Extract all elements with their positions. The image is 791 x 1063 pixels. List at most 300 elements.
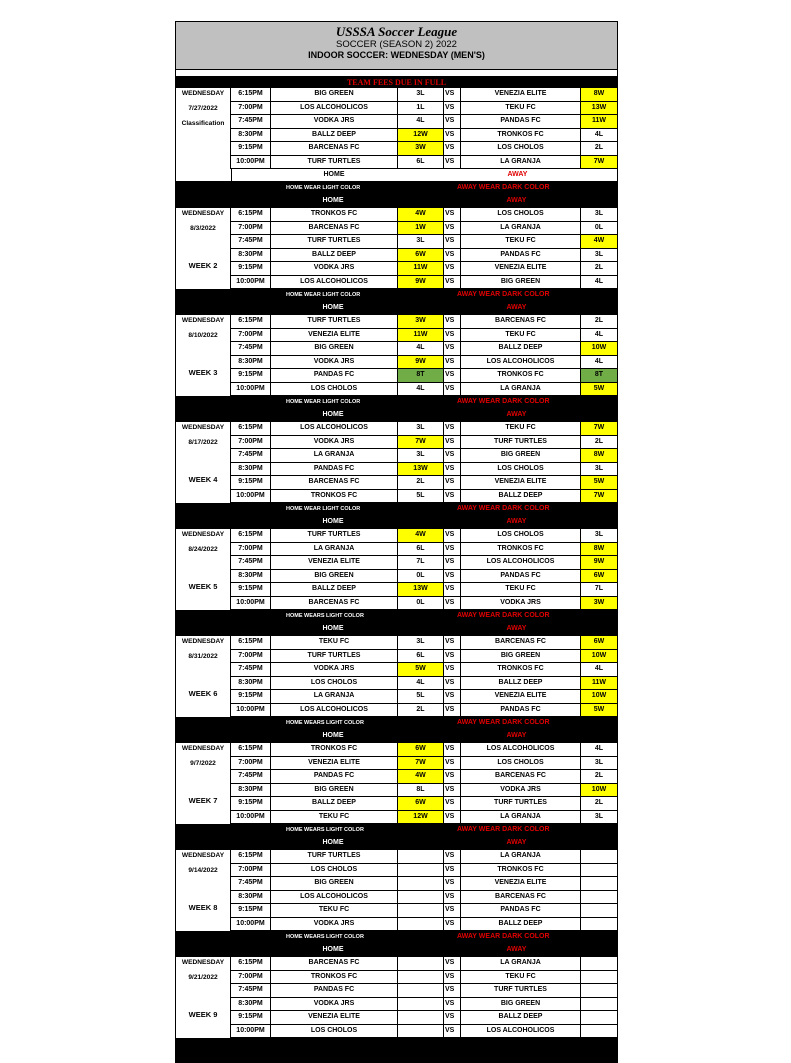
game-row: [231, 142, 617, 156]
away-team: PANDAS FC: [461, 249, 581, 262]
home-team: LA GRANJA: [271, 690, 398, 703]
week-block: [176, 529, 617, 610]
away-team: LOS CHOLOS: [461, 208, 581, 221]
away-team: BALLZ DEEP: [461, 677, 581, 690]
vs-label: VS: [444, 556, 461, 569]
home-label: HOME: [270, 944, 396, 956]
home-team: BIG GREEN: [271, 877, 398, 890]
away-team: LA GRANJA: [461, 222, 581, 235]
away-label: AWAY: [457, 409, 576, 421]
away-score: 4L: [594, 130, 604, 138]
league-title: USSSA Soccer League: [335, 24, 458, 39]
away-wear-label: AWAY WEAR DARK COLOR: [457, 933, 550, 940]
home-score: 6W: [398, 797, 444, 810]
vs-label: VS: [444, 222, 461, 235]
home-score: 2L: [398, 704, 444, 717]
vs-label: VS: [444, 650, 461, 663]
home-team: BALLZ DEEP: [271, 583, 398, 596]
weekday-label: WEDNESDAY: [181, 638, 225, 645]
away-score: 2L: [594, 144, 604, 151]
home-score: 5L: [398, 490, 444, 503]
home-score: 4W: [398, 770, 444, 783]
home-label: HOME: [270, 195, 396, 207]
vs-label: VS: [444, 984, 461, 997]
game-time: 6:15PM: [231, 850, 271, 863]
weekday-label: WEDNESDAY: [181, 210, 225, 217]
week-block: [176, 88, 617, 169]
away-team: TRONKOS FC: [461, 543, 581, 556]
home-team: TRONKOS FC: [271, 490, 398, 503]
home-away-header: [176, 409, 617, 422]
vs-label: VS: [444, 998, 461, 1011]
game-row: [231, 998, 617, 1012]
away-wear-label: AWAY WEAR DARK COLOR: [457, 826, 550, 833]
vs-label: VS: [444, 543, 461, 556]
game-time: 8:30PM: [231, 249, 271, 262]
home-away-header: [176, 302, 617, 315]
away-score: [581, 957, 617, 970]
home-team: TURF TURTLES: [271, 235, 398, 248]
vs-label: VS: [444, 476, 461, 489]
game-row: [231, 690, 617, 704]
home-score: 6L: [398, 650, 444, 663]
away-score: 4L: [594, 665, 604, 672]
away-score: 7W: [581, 156, 617, 169]
away-score: 4L: [594, 745, 604, 752]
game-time: 7:45PM: [231, 342, 271, 355]
home-score: [398, 971, 444, 984]
home-label: HOME: [271, 169, 397, 181]
home-score: 3L: [398, 235, 444, 248]
home-team: VENEZIA ELITE: [271, 329, 398, 342]
away-team: VODKA JRS: [461, 597, 581, 610]
week-date: 8/31/2022: [188, 653, 218, 660]
home-score: 6W: [398, 743, 444, 756]
home-team: VODKA JRS: [271, 356, 398, 369]
away-score: 7W: [581, 422, 617, 435]
away-score: [581, 971, 617, 984]
away-score: 2L: [594, 437, 604, 445]
game-row: [231, 904, 617, 918]
away-team: LOS CHOLOS: [461, 757, 581, 770]
wear-color-bar: [176, 182, 617, 195]
vs-label: VS: [444, 850, 461, 863]
home-team: TEKU FC: [271, 636, 398, 649]
week-block: [176, 636, 617, 717]
home-team: VODKA JRS: [271, 436, 398, 449]
vs-label: VS: [444, 276, 461, 289]
home-team: TURF TURTLES: [271, 529, 398, 542]
home-team: VODKA JRS: [271, 262, 398, 275]
vs-label: VS: [444, 757, 461, 770]
home-team: LOS ALCOHOLICOS: [271, 704, 398, 717]
away-team: LA GRANJA: [461, 383, 581, 396]
game-row: [231, 677, 617, 691]
home-score: [398, 1025, 444, 1038]
away-score: 2L: [594, 317, 604, 324]
away-label: AWAY: [458, 169, 577, 181]
away-team: BIG GREEN: [461, 276, 581, 289]
game-row: [231, 102, 617, 116]
away-team: PANDAS FC: [461, 904, 581, 917]
week-label-column: [176, 208, 231, 289]
game-row: [231, 529, 617, 543]
game-row: [231, 811, 617, 825]
week-number: WEEK 6: [188, 689, 218, 698]
game-time: 6:15PM: [231, 315, 271, 328]
home-team: LOS CHOLOS: [271, 383, 398, 396]
home-away-header: [176, 195, 617, 208]
home-score: 8T: [398, 369, 444, 382]
game-row: [231, 704, 617, 718]
away-score: [581, 850, 617, 863]
vs-label: VS: [444, 636, 461, 649]
game-row: [231, 543, 617, 557]
game-time: 7:45PM: [231, 235, 271, 248]
game-row: [231, 235, 617, 249]
wear-color-bar: [176, 503, 617, 516]
game-time: 6:15PM: [231, 743, 271, 756]
home-wear-label: HOME WEAR LIGHT COLOR: [286, 399, 361, 405]
home-team: BIG GREEN: [271, 342, 398, 355]
game-time: 10:00PM: [231, 811, 271, 824]
away-score: 0L: [594, 223, 604, 231]
away-team: PANDAS FC: [461, 704, 581, 717]
game-time: 7:00PM: [231, 222, 271, 235]
vs-label: VS: [444, 383, 461, 396]
game-time: 9:15PM: [231, 904, 271, 917]
weekday-label: WEDNESDAY: [181, 745, 225, 752]
vs-label: VS: [444, 249, 461, 262]
week-number: WEEK 2: [188, 261, 218, 270]
vs-label: VS: [444, 690, 461, 703]
game-time: 7:00PM: [231, 543, 271, 556]
home-score: 2L: [398, 476, 444, 489]
away-score: [581, 998, 617, 1011]
game-time: 9:15PM: [231, 476, 271, 489]
home-team: PANDAS FC: [271, 770, 398, 783]
game-row: [231, 784, 617, 798]
home-away-header: [176, 516, 617, 529]
home-team: TEKU FC: [271, 904, 398, 917]
vs-label: VS: [444, 156, 461, 169]
game-time: 10:00PM: [231, 1025, 271, 1038]
week-number: WEEK 4: [188, 475, 218, 484]
vs-label: VS: [444, 1025, 461, 1038]
home-score: 5L: [398, 690, 444, 703]
home-team: LOS ALCOHOLICOS: [271, 102, 398, 115]
week-date: 9/7/2022: [190, 760, 216, 767]
week-number: WEEK 7: [188, 796, 218, 805]
game-time: 7:45PM: [231, 770, 271, 783]
away-team: TURF TURTLES: [461, 436, 581, 449]
home-score: 0L: [398, 597, 444, 610]
away-score: 2L: [594, 264, 604, 271]
home-label: HOME: [270, 837, 396, 849]
home-label: HOME: [270, 409, 396, 421]
away-score: 3L: [594, 464, 604, 472]
week-label-column: [176, 957, 231, 1038]
game-row: [231, 88, 617, 102]
week-block: [176, 208, 617, 289]
away-score: 5W: [581, 704, 617, 717]
game-row: [231, 156, 617, 170]
vs-label: VS: [444, 770, 461, 783]
game-time: 7:45PM: [231, 984, 271, 997]
home-wear-label: HOME WEARS LIGHT COLOR: [286, 720, 364, 726]
week-number: WEEK 5: [188, 582, 218, 591]
away-team: LA GRANJA: [461, 156, 581, 169]
game-row: [231, 490, 617, 504]
vs-label: VS: [444, 811, 461, 824]
game-time: 9:15PM: [231, 583, 271, 596]
game-time: 6:15PM: [231, 957, 271, 970]
game-time: 10:00PM: [231, 156, 271, 169]
game-time: 7:00PM: [231, 102, 271, 115]
home-score: 4L: [398, 677, 444, 690]
away-team: VENEZIA ELITE: [461, 877, 581, 890]
away-team: BARCENAS FC: [461, 315, 581, 328]
game-row: [231, 463, 617, 477]
away-score: 5W: [581, 476, 617, 489]
away-score: [581, 1011, 617, 1024]
home-score: 4W: [398, 529, 444, 542]
game-time: 7:00PM: [231, 329, 271, 342]
game-row: [231, 383, 617, 397]
away-score: 6W: [581, 570, 617, 583]
vs-label: VS: [444, 262, 461, 275]
header: [176, 22, 617, 70]
away-team: TRONKOS FC: [461, 663, 581, 676]
game-time: 10:00PM: [231, 276, 271, 289]
game-row: [231, 115, 617, 129]
game-row: [231, 276, 617, 290]
home-score: 3W: [398, 142, 444, 155]
week-date: 7/27/2022: [188, 105, 218, 112]
vs-label: VS: [444, 864, 461, 877]
game-row: [231, 315, 617, 329]
game-row: [231, 356, 617, 370]
away-score: 8W: [581, 543, 617, 556]
away-score: [581, 864, 617, 877]
vs-label: VS: [444, 463, 461, 476]
away-score: 3L: [594, 758, 604, 766]
away-team: TEKU FC: [461, 102, 581, 115]
vs-label: VS: [444, 315, 461, 328]
away-score: 3L: [594, 812, 604, 820]
home-team: BIG GREEN: [271, 88, 398, 101]
vs-label: VS: [444, 957, 461, 970]
away-team: BALLZ DEEP: [461, 918, 581, 931]
vs-label: VS: [444, 102, 461, 115]
home-score: [398, 998, 444, 1011]
away-team: TEKU FC: [461, 235, 581, 248]
game-time: 9:15PM: [231, 1011, 271, 1024]
home-away-header: [176, 944, 617, 957]
away-score: 3W: [581, 597, 617, 610]
away-score: [581, 1025, 617, 1038]
game-time: 10:00PM: [231, 918, 271, 931]
home-score: [398, 918, 444, 931]
game-row: [231, 369, 617, 383]
away-score: 3L: [594, 250, 604, 258]
away-team: TURF TURTLES: [461, 797, 581, 810]
vs-label: VS: [444, 356, 461, 369]
away-team: VENEZIA ELITE: [461, 88, 581, 101]
wear-color-bar: [176, 717, 617, 730]
home-label: HOME: [270, 516, 396, 528]
game-row: [231, 770, 617, 784]
game-time: 7:00PM: [231, 864, 271, 877]
home-team: TEKU FC: [271, 811, 398, 824]
home-label: HOME: [270, 302, 396, 314]
game-time: 6:15PM: [231, 529, 271, 542]
away-team: LOS CHOLOS: [461, 463, 581, 476]
home-score: 11W: [398, 262, 444, 275]
classification-note: Classification: [181, 120, 225, 127]
home-score: 11W: [398, 329, 444, 342]
game-row: [231, 249, 617, 263]
home-team: VODKA JRS: [271, 918, 398, 931]
vs-label: VS: [444, 88, 461, 101]
away-wear-label: AWAY WEAR DARK COLOR: [457, 612, 550, 619]
home-score: [398, 957, 444, 970]
week-date: 8/3/2022: [190, 225, 216, 232]
game-time: 7:00PM: [231, 650, 271, 663]
week-label-column: [176, 850, 231, 931]
footer-bar: [176, 1038, 617, 1062]
game-time: 9:15PM: [231, 797, 271, 810]
away-team: BALLZ DEEP: [461, 342, 581, 355]
game-row: [231, 129, 617, 143]
away-team: TRONKOS FC: [461, 369, 581, 382]
vs-label: VS: [444, 436, 461, 449]
away-team: TEKU FC: [461, 583, 581, 596]
away-score: 11W: [581, 115, 617, 128]
vs-label: VS: [444, 904, 461, 917]
vs-label: VS: [444, 797, 461, 810]
game-time: 10:00PM: [231, 383, 271, 396]
game-row: [231, 342, 617, 356]
week-date: 9/21/2022: [188, 974, 218, 981]
home-team: BARCENAS FC: [271, 476, 398, 489]
wear-color-bar: [176, 610, 617, 623]
away-wear-label: AWAY WEAR DARK COLOR: [457, 291, 550, 298]
vs-label: VS: [444, 704, 461, 717]
away-team: BIG GREEN: [461, 650, 581, 663]
home-score: 13W: [398, 463, 444, 476]
away-team: TRONKOS FC: [461, 864, 581, 877]
home-team: VODKA JRS: [271, 998, 398, 1011]
home-score: 12W: [398, 811, 444, 824]
home-score: 1L: [398, 102, 444, 115]
away-wear-label: AWAY WEAR DARK COLOR: [457, 505, 550, 512]
away-score: 9W: [581, 556, 617, 569]
away-score: 6W: [581, 636, 617, 649]
home-team: LA GRANJA: [271, 543, 398, 556]
home-score: 3L: [398, 636, 444, 649]
game-time: 8:30PM: [231, 463, 271, 476]
home-team: BARCENAS FC: [271, 142, 398, 155]
vs-label: VS: [444, 342, 461, 355]
game-row: [231, 636, 617, 650]
home-team: TURF TURTLES: [271, 850, 398, 863]
home-wear-label: HOME WEAR LIGHT COLOR: [286, 506, 361, 512]
week-block: [176, 422, 617, 503]
away-score: 10W: [581, 650, 617, 663]
game-row: [231, 984, 617, 998]
week-date: 8/10/2022: [188, 332, 218, 339]
home-team: LOS CHOLOS: [271, 1025, 398, 1038]
home-score: 3L: [398, 88, 444, 101]
game-row: [231, 1011, 617, 1025]
away-team: BALLZ DEEP: [461, 1011, 581, 1024]
game-row: [231, 476, 617, 490]
home-team: VENEZIA ELITE: [271, 757, 398, 770]
away-team: BARCENAS FC: [461, 636, 581, 649]
week-block: [176, 850, 617, 931]
vs-label: VS: [444, 1011, 461, 1024]
game-row: [231, 436, 617, 450]
game-row: [231, 663, 617, 677]
game-row: [231, 208, 617, 222]
away-score: [581, 877, 617, 890]
away-score: 8T: [581, 369, 617, 382]
home-score: [398, 877, 444, 890]
away-score: 4L: [594, 277, 604, 285]
wear-color-bar: [176, 931, 617, 944]
vs-label: VS: [444, 422, 461, 435]
away-label: AWAY: [457, 302, 576, 314]
game-time: 8:30PM: [231, 998, 271, 1011]
away-team: LA GRANJA: [461, 811, 581, 824]
game-time: 8:30PM: [231, 677, 271, 690]
away-team: TURF TURTLES: [461, 984, 581, 997]
away-team: TEKU FC: [461, 971, 581, 984]
away-score: 5W: [581, 383, 617, 396]
game-time: 7:45PM: [231, 449, 271, 462]
home-team: TURF TURTLES: [271, 156, 398, 169]
game-time: 9:15PM: [231, 262, 271, 275]
game-time: 6:15PM: [231, 422, 271, 435]
schedule-sheet: [175, 21, 618, 1063]
away-team: LA GRANJA: [461, 957, 581, 970]
away-wear-label: AWAY WEAR DARK COLOR: [457, 184, 550, 191]
home-wear-label: HOME WEAR LIGHT COLOR: [286, 185, 361, 191]
away-team: LOS ALCOHOLICOS: [461, 743, 581, 756]
game-time: 7:00PM: [231, 757, 271, 770]
away-label: AWAY: [457, 195, 576, 207]
week-block: [176, 315, 617, 396]
vs-label: VS: [444, 449, 461, 462]
game-time: 8:30PM: [231, 784, 271, 797]
vs-label: VS: [444, 208, 461, 221]
away-team: TRONKOS FC: [461, 129, 581, 142]
game-row: [231, 422, 617, 436]
away-label: AWAY: [457, 944, 576, 956]
game-row: [231, 570, 617, 584]
home-team: TRONKOS FC: [271, 743, 398, 756]
game-row: [231, 797, 617, 811]
home-score: 3L: [398, 449, 444, 462]
home-team: VENEZIA ELITE: [271, 556, 398, 569]
game-time: 7:45PM: [231, 115, 271, 128]
vs-label: VS: [444, 529, 461, 542]
home-label: HOME: [270, 623, 396, 635]
home-team: LOS ALCOHOLICOS: [271, 422, 398, 435]
home-label: HOME: [270, 730, 396, 742]
home-score: 7L: [398, 556, 444, 569]
